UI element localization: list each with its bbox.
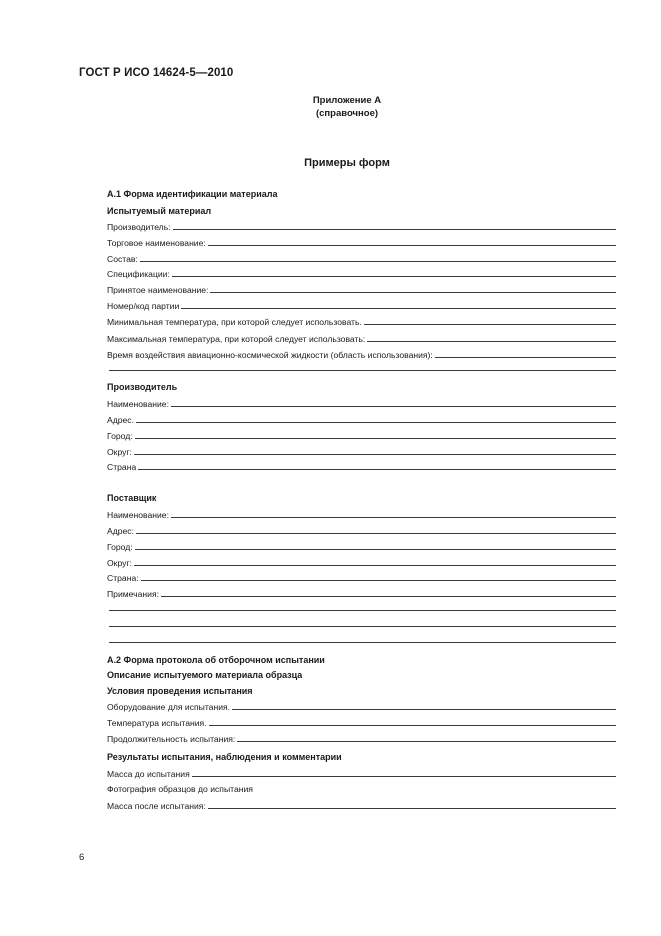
- field-label: Спецификации:: [107, 269, 170, 279]
- blank-line[interactable]: [109, 610, 616, 611]
- form-field[interactable]: [107, 700, 616, 712]
- field-label: Оборудование для испытания.: [107, 702, 231, 712]
- field-label: Состав:: [107, 254, 138, 264]
- field-label: Адрес.: [107, 415, 134, 425]
- results-heading: Результаты испытания, наблюдения и комментарии: [107, 752, 342, 762]
- form-field[interactable]: [107, 732, 616, 744]
- field-blank[interactable]: [136, 422, 616, 423]
- form-field[interactable]: [107, 236, 616, 248]
- field-blank[interactable]: [210, 292, 616, 293]
- field-label: Страна:: [107, 573, 139, 583]
- section-a2-heading: А.2 Форма протокола об отборочном испытании: [107, 655, 325, 665]
- field-label: Страна: [107, 462, 137, 472]
- form-field[interactable]: [107, 767, 616, 779]
- conditions-heading: Условия проведения испытания: [107, 686, 253, 696]
- field-blank[interactable]: [232, 709, 616, 710]
- form-field[interactable]: [107, 799, 616, 811]
- field-label: Округ:: [107, 558, 132, 568]
- document-header: ГОСТ Р ИСО 14624-5—2010: [79, 67, 234, 79]
- form-field[interactable]: [107, 540, 616, 552]
- form-field[interactable]: [107, 267, 616, 279]
- form-field[interactable]: [107, 299, 616, 311]
- form-field[interactable]: [107, 571, 616, 583]
- form-field[interactable]: [107, 283, 616, 295]
- manufacturer-heading: Производитель: [107, 382, 178, 392]
- field-blank[interactable]: [209, 725, 616, 726]
- material-heading: Испытуемый материал: [107, 206, 212, 216]
- field-label: Город:: [107, 431, 133, 441]
- field-label: Масса до испытания: [107, 769, 190, 779]
- field-label: Максимальная температура, при которой следует использовать:: [107, 334, 366, 344]
- section-a1-heading: А.1 Форма идентификации материала: [107, 189, 278, 199]
- form-field[interactable]: [107, 587, 616, 599]
- supplier-heading: Поставщик: [107, 493, 157, 503]
- field-blank[interactable]: [135, 438, 616, 439]
- field-blank[interactable]: [237, 741, 616, 742]
- form-field[interactable]: [107, 332, 616, 344]
- field-label: Время воздействия авиационно-космической жидкости (область использования):: [107, 350, 433, 360]
- field-label: Масса после испытания:: [107, 801, 206, 811]
- field-blank[interactable]: [141, 580, 616, 581]
- form-field[interactable]: [107, 397, 616, 409]
- field-blank[interactable]: [173, 229, 616, 230]
- page-title: Примеры форм: [304, 157, 390, 169]
- form-field[interactable]: [107, 348, 616, 360]
- field-label: Наименование:: [107, 510, 169, 520]
- field-label: Торговое наименование:: [107, 238, 206, 248]
- field-blank[interactable]: [208, 808, 616, 809]
- form-field[interactable]: [107, 556, 616, 568]
- field-label: Номер/код партии: [107, 301, 180, 311]
- blank-line[interactable]: [109, 370, 616, 371]
- field-blank[interactable]: [171, 406, 616, 407]
- field-blank[interactable]: [364, 324, 616, 325]
- field-blank[interactable]: [192, 776, 616, 777]
- blank-line[interactable]: [109, 642, 616, 643]
- field-blank[interactable]: [171, 517, 616, 518]
- form-field[interactable]: [107, 429, 616, 441]
- field-blank[interactable]: [134, 565, 616, 566]
- form-field[interactable]: [107, 252, 616, 264]
- field-label: Город:: [107, 542, 133, 552]
- field-blank[interactable]: [140, 261, 616, 262]
- page-number: 6: [79, 852, 85, 863]
- field-label: Принятое наименование:: [107, 285, 209, 295]
- form-field[interactable]: [107, 524, 616, 536]
- field-blank[interactable]: [136, 533, 616, 534]
- form-field[interactable]: [107, 220, 616, 232]
- form-field[interactable]: [107, 315, 616, 327]
- form-field[interactable]: [107, 413, 616, 425]
- appendix-subtitle: (справочное): [315, 108, 379, 119]
- form-field[interactable]: [107, 508, 616, 520]
- field-blank[interactable]: [435, 357, 616, 358]
- field-label: Наименование:: [107, 399, 169, 409]
- photo-label: Фотография образцов до испытания: [107, 784, 253, 794]
- field-blank[interactable]: [138, 469, 616, 470]
- field-blank[interactable]: [181, 308, 616, 309]
- field-label: Продолжительность испытания:: [107, 734, 236, 744]
- blank-line[interactable]: [109, 626, 616, 627]
- form-field[interactable]: [107, 460, 616, 472]
- field-blank[interactable]: [208, 245, 616, 246]
- field-label: Минимальная температура, при которой следует использовать.: [107, 317, 362, 327]
- field-label: Примечания:: [107, 589, 160, 599]
- sample-description-heading: Описание испытуемого материала образца: [107, 670, 303, 680]
- field-blank[interactable]: [172, 276, 616, 277]
- field-blank[interactable]: [135, 549, 616, 550]
- field-label: Адрес:: [107, 526, 134, 536]
- field-blank[interactable]: [161, 596, 616, 597]
- field-label: Производитель:: [107, 222, 171, 232]
- form-field[interactable]: [107, 445, 616, 457]
- form-field[interactable]: [107, 716, 616, 728]
- field-label: Округ:: [107, 447, 132, 457]
- appendix-title: Приложение А: [312, 95, 382, 106]
- field-label: Температура испытания.: [107, 718, 207, 728]
- field-blank[interactable]: [134, 454, 616, 455]
- field-blank[interactable]: [367, 341, 616, 342]
